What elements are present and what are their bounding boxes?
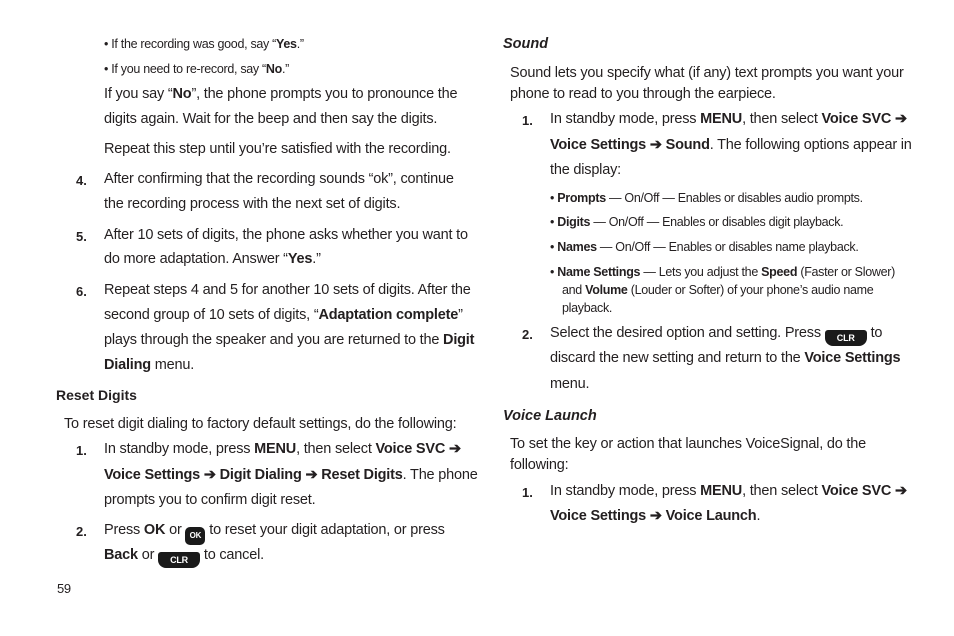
para1-line1: If you say “No”, the phone prompts you to pronounce the xyxy=(104,86,458,102)
r1-line3: prompts you to confirm digit reset. xyxy=(104,492,316,508)
sound-intro-line1: Sound lets you specify what (if any) text prompts you want your xyxy=(510,65,904,81)
bullet-yes: • If the recording was good, say “Yes.” xyxy=(104,37,304,51)
step5-number: 5. xyxy=(76,229,87,244)
step4-line2: the recording process with the next set of digits. xyxy=(104,196,401,212)
step6-number: 6. xyxy=(76,284,87,299)
r2-line1: Press OK or OK to reset your digit adaptation, or press xyxy=(104,522,445,545)
reset-digits-heading: Reset Digits xyxy=(56,387,137,403)
s1-line3: the display: xyxy=(550,162,621,178)
step6-line4: Dialing menu. xyxy=(104,357,195,373)
s2-number: 2. xyxy=(522,327,533,342)
bullet-no: • If you need to re-record, say “No.” xyxy=(104,62,289,76)
para1-line2: digits again. Wait for the beep and then say the digits. xyxy=(104,111,438,127)
sound-heading: Sound xyxy=(503,36,549,52)
option-name-settings-line2: and Volume (Louder or Softer) of your phone’s audio name xyxy=(562,283,874,297)
s2-line1: Select the desired option and setting. Press CLR to xyxy=(550,325,882,346)
para2: Repeat this step until you’re satisfied with the recording. xyxy=(104,141,451,157)
v1-line2: Voice Settings ➔ Voice Launch. xyxy=(550,508,761,524)
option-prompts: • Prompts — On/Off — Enables or disables audio prompts. xyxy=(550,191,863,205)
step4-number: 4. xyxy=(76,173,87,188)
option-name-settings-line1: • Name Settings — Lets you adjust the Speed (Faster or Slower) xyxy=(550,265,895,279)
vl-intro-line1: To set the key or action that launches VoiceSignal, do the xyxy=(510,436,866,452)
vl-intro-line2: following: xyxy=(510,457,569,473)
r1-line1: In standby mode, press MENU, then select Voice SVC ➔ xyxy=(104,441,461,457)
step6-line1: Repeat steps 4 and 5 for another 10 sets of digits. After the xyxy=(104,282,471,298)
s2-line2: discard the new setting and return to the Voice Settings xyxy=(550,350,901,366)
step5-line2: do more adaptation. Answer “Yes.” xyxy=(104,251,321,267)
option-names: • Names — On/Off — Enables or disables name playback. xyxy=(550,240,859,254)
step4-line1: After confirming that the recording sounds “ok”, continue xyxy=(104,171,454,187)
r1-number: 1. xyxy=(76,443,87,458)
s1-number: 1. xyxy=(522,113,533,128)
s1-line2: Voice Settings ➔ Sound. The following options appear in xyxy=(550,137,912,153)
s1-line1: In standby mode, press MENU, then select Voice SVC ➔ xyxy=(550,111,907,127)
r2-line2: Back or CLR to cancel. xyxy=(104,547,264,568)
r1-line2: Voice Settings ➔ Digit Dialing ➔ Reset Digits. The phone xyxy=(104,467,478,483)
ok-key-icon: OK xyxy=(185,527,205,545)
step5-line1: After 10 sets of digits, the phone asks whether you want to xyxy=(104,227,468,243)
v1-line1: In standby mode, press MENU, then select Voice SVC ➔ xyxy=(550,483,907,499)
s2-line3: menu. xyxy=(550,376,590,392)
option-digits: • Digits — On/Off — Enables or disables digit playback. xyxy=(550,215,843,229)
clr-key-icon: CLR xyxy=(158,552,200,568)
voice-launch-heading: Voice Launch xyxy=(503,408,597,424)
sound-intro-line2: phone to read to you through the earpiece. xyxy=(510,86,776,102)
reset-intro: To reset digit dialing to factory default settings, do the following: xyxy=(64,416,457,432)
step6-line2: second group of 10 sets of digits, “Adaptation complete” xyxy=(104,307,463,323)
page-number: 59 xyxy=(57,581,71,596)
step6-line3: plays through the speaker and you are returned to the Digit xyxy=(104,332,475,348)
v1-number: 1. xyxy=(522,485,533,500)
clr-key-icon: CLR xyxy=(825,330,867,346)
r2-number: 2. xyxy=(76,524,87,539)
option-name-settings-line3: playback. xyxy=(562,301,613,315)
